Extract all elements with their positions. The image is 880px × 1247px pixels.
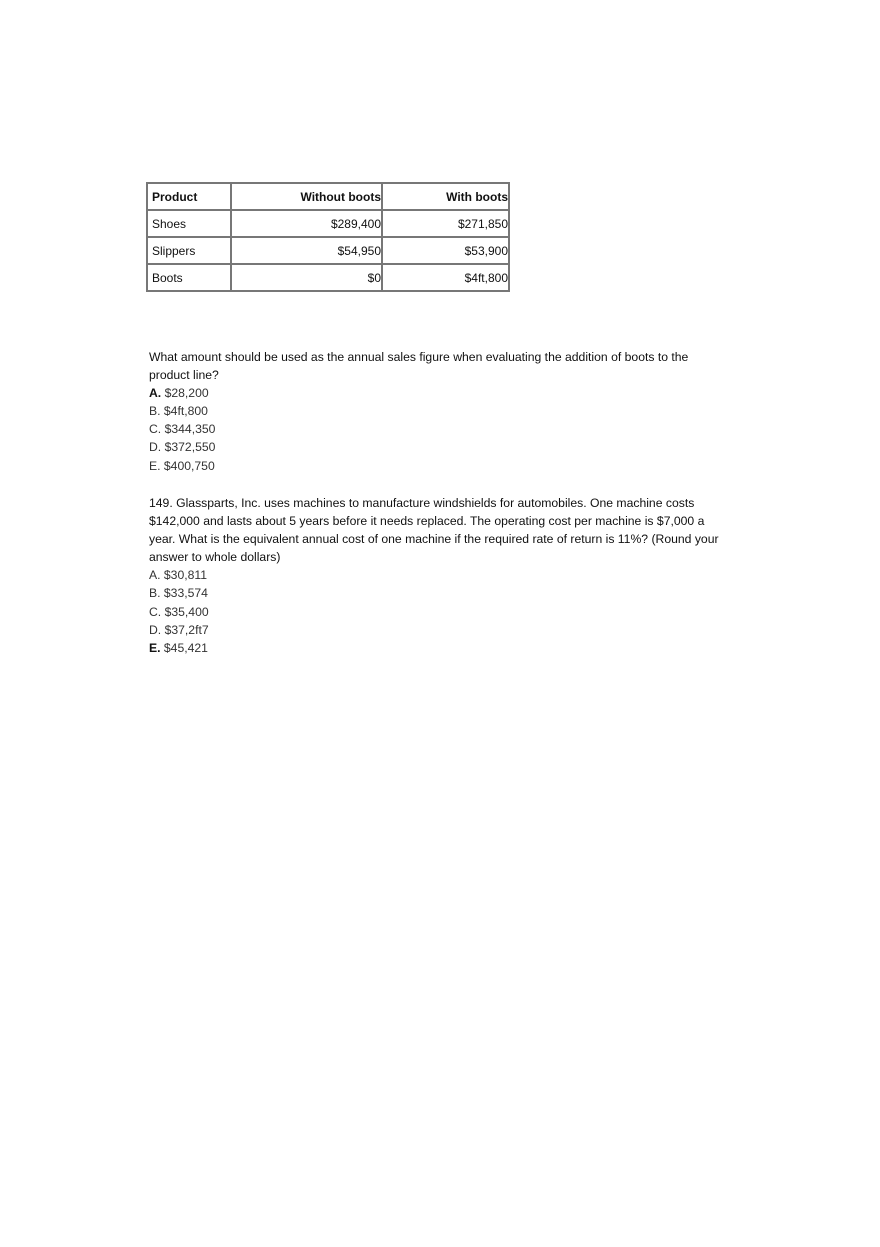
answer-option (149, 603, 729, 621)
table-cell: Slippers (147, 237, 231, 264)
table-cell: Shoes (147, 210, 231, 237)
question-text: What amount should be used as the annual sales figure when evaluating the addition of boots to the product line? (149, 350, 689, 383)
option-value: $28,200 (164, 386, 209, 401)
question-text: 149. Glassparts, Inc. uses machines to manufacture windshields for automobiles. One machine costs $142,000 and lasts about 5 years before it needs replaced. The operating cost per machine is $7,000 a year. What is the equivalent annual cost of one machine if the required rate of return is 11%? (Round your answer to whole dollars) (149, 496, 719, 565)
table-cell: $53,900 (382, 237, 509, 264)
option-label: B. (149, 404, 161, 419)
table-row (147, 264, 509, 291)
table-row (147, 210, 509, 237)
option-label: D. (149, 622, 162, 637)
option-value: $344,350 (164, 422, 216, 437)
answer-option (149, 457, 729, 475)
question-149 (149, 494, 729, 657)
header-cell: Without boots (231, 183, 382, 210)
option-value: $33,574 (163, 586, 208, 601)
header-cell: With boots (382, 183, 509, 210)
answer-option (149, 566, 729, 584)
option-label: A. (149, 568, 161, 583)
table-cell: $289,400 (231, 210, 382, 237)
option-label: B. (149, 586, 161, 601)
option-label: C. (149, 604, 162, 619)
answer-option (149, 438, 729, 456)
answer-option (149, 584, 729, 602)
option-label: C. (149, 422, 162, 437)
option-value: $30,811 (163, 568, 208, 583)
answer-option (149, 639, 729, 657)
option-label: E. (149, 640, 161, 655)
table-header-row (147, 183, 509, 210)
answer-option (149, 420, 729, 438)
answer-option (149, 384, 729, 402)
table-cell: $0 (231, 264, 382, 291)
option-value: $4ft,800 (163, 404, 208, 419)
option-label: A. (149, 386, 162, 401)
option-value: $372,550 (164, 440, 216, 455)
table-cell: $271,850 (382, 210, 509, 237)
table-cell: Boots (147, 264, 231, 291)
product-sales-table (146, 182, 510, 292)
table-cell: $4ft,800 (382, 264, 509, 291)
option-value: $37,2ft7 (164, 622, 209, 637)
option-label: E. (149, 458, 161, 473)
option-value: $400,750 (163, 458, 215, 473)
table-row (147, 237, 509, 264)
option-label: D. (149, 440, 162, 455)
question-1 (149, 348, 729, 475)
header-cell: Product (147, 183, 231, 210)
option-value: $45,421 (163, 640, 208, 655)
answer-option (149, 621, 729, 639)
table-cell: $54,950 (231, 237, 382, 264)
answer-option (149, 402, 729, 420)
option-value: $35,400 (164, 604, 209, 619)
